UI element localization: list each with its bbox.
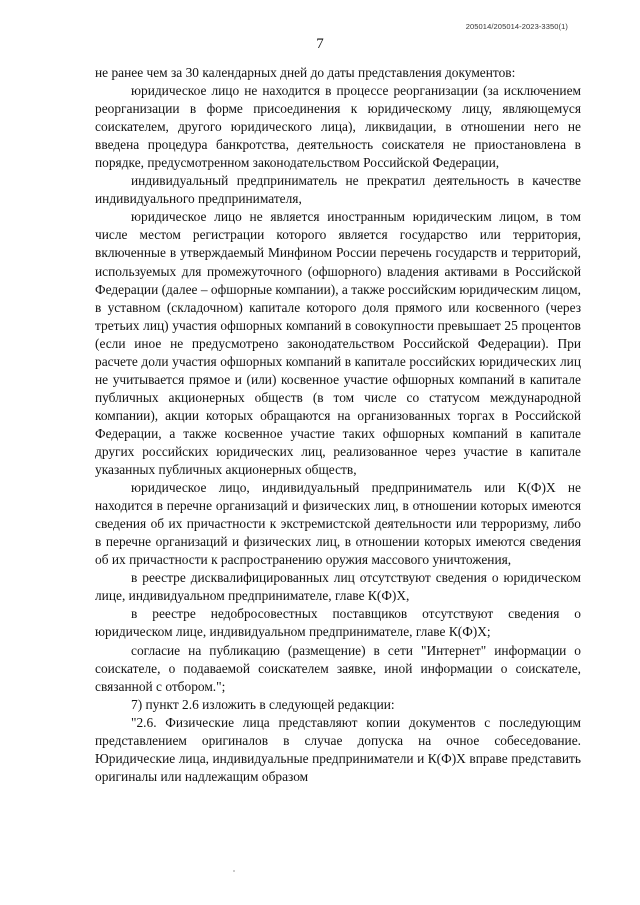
document-body: [95, 64, 581, 786]
paragraph-individual-entrepreneur: индивидуальный предприниматель не прекратил деятельность в качестве индивидуального предпринимателя,: [95, 173, 581, 207]
paragraph-item-7: 7) пункт 2.6 изложить в следующей редакции:: [131, 696, 395, 712]
paragraph-disqualified-registry: в реестре дисквалифицированных лиц отсутствуют сведения о юридическом лице, индивидуальном предпринимателе, главе К(Ф)Х,: [95, 570, 581, 604]
paragraph-offshore: юридическое лицо не является иностранным юридическим лицом, в том числе местом регистрации которого является государство или территория, включенные в утверждаемый Минфином России перечень государств и территорий, используемых для промежуточного (офшорного) владения активами в Российской Федерации (далее – офшорные компании), а также российским юридическим лицом, в уставном (складочном) капитале которого доля прямого или косвенного (через третьих лиц) участия офшорных компаний в совокупности превышает 25 процентов (если иное не предусмотрено законодательством Российской Федерации). При расчете доли участия офшорных компаний в капитале российских юридических лиц не учитывается прямое и (или) косвенное участие офшорных компаний в капитале публичных акционерных обществ (в том числе со статусом международной компании), акции которых обращаются на организованных торгах в Российской Федерации, а также косвенное участие таких офшорных компаний в капитале других российских юридических лиц, реализованное через участие в капитале указанных публичных акционерных обществ,: [95, 209, 581, 478]
paragraph-publication-consent: согласие на публикацию (размещение) в сети "Интернет" информации о соискателе, о подаваемой соискателем заявке, иной информации о соискателе, связанной с отбором.";: [95, 642, 581, 694]
paragraph-reorganization: юридическое лицо не находится в процессе реорганизации (за исключением реорганизации в форме присоединения к юридическому лицу, являющемуся соискателем, другого юридического лица), ликвидации, в отношении него не введена процедура банкротства, деятельность соискателя не приостановлена в порядке, предусмотренном законодательством Российской Федерации,: [95, 83, 581, 171]
paragraph-unfair-suppliers: в реестре недобросовестных поставщиков отсутствуют сведения о юридическом лице, индивидуальном предпринимателе, главе К(Ф)Х;: [95, 606, 581, 640]
document-id: 205014/205014-2023-3350(1): [465, 22, 568, 31]
paragraph-item-2-6: "2.6. Физические лица представляют копии документов с последующим представлением оригиналов в случае допуска на очное собеседование. Юридические лица, индивидуальные предприниматели и К(Ф)Х вправе представить оригиналы или надлежащим образом: [95, 714, 581, 784]
paragraph-intro: не ранее чем за 30 календарных дней до даты представления документов:: [95, 65, 516, 80]
paragraph-extremism-list: юридическое лицо, индивидуальный предприниматель или К(Ф)Х не находится в перечне организаций и физических лиц, в отношении которых имеются сведения об их причастности к экстремистской деятельности или терроризму, либо в перечне организаций и физических лиц, в отношении которых имеются сведения об их причастности к распространению оружия массового уничтожения,: [95, 480, 581, 568]
page-number: 7: [316, 36, 324, 52]
scan-artifact: [233, 870, 235, 872]
